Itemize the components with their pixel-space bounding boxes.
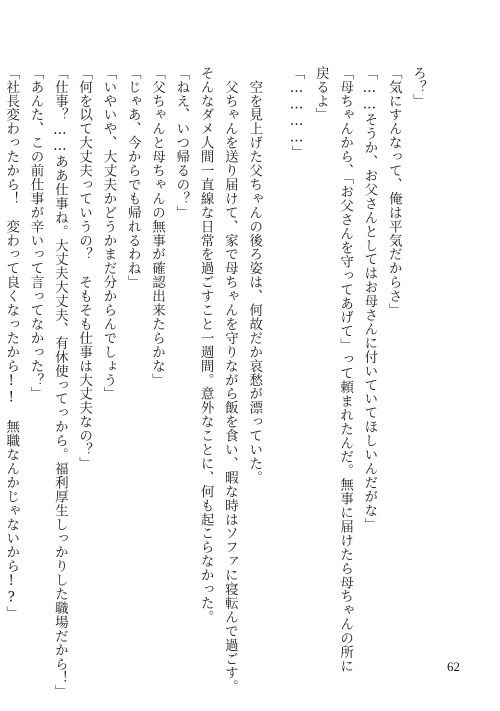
text-line: 空を見上げた父ちゃんの後ろ姿は、何故だか哀愁が漂っていた。 [246, 66, 263, 485]
text-line: 「ねえ、いつ帰るの？」 [173, 66, 190, 220]
text-line: 戻るよ」 [312, 66, 329, 122]
text-line: 「気にすんなって、俺は平気だからさ」 [385, 66, 402, 318]
text-line: 「じゃあ、今からでも帰れるわね」 [124, 66, 141, 290]
page-number: 62 [447, 659, 460, 674]
text-line: 「母ちゃんから、「お父さんを守ってあげて」って頼まれたんだ。無事に届けたら母ちゃんの所に [337, 66, 354, 674]
text-line: 「父ちゃんと母ちゃんの無事が確認出来たらかな」 [149, 66, 166, 387]
text-line: 「仕事？……ああ仕事ね。大丈夫大丈夫、有休使ってっから。福利厚生しっかりした職場だから！」 [51, 66, 68, 699]
text-line: 「社長変わったから！ 変わって良くなったから!! 無職なんかじゃないから!?」 [3, 66, 20, 621]
text-line: 「いやいや、大丈夫かどうかまだ分からんでしょう」 [100, 66, 117, 401]
text-line: そんなダメ人間一直線な日常を過ごすこと一週間。意外なことに、何も起こらなかった。 [197, 66, 214, 624]
text-line: 父ちゃんを送り届けて、家で母ちゃんを守りながら飯を食い、暇な時はソファに寝転んで過ごす。 [221, 66, 238, 694]
text-line: 「…………」 [288, 66, 305, 160]
text-line: 「何を以て大丈夫っていうの？ そもそも仕事は大丈夫なの？」 [76, 66, 93, 471]
text-line: ろ？」 [410, 66, 426, 108]
text-line: 「あんた、この前仕事が辛いって言ってなかった？」 [27, 66, 44, 401]
text-line: 「……そうか、お父さんとしてはお母さんに付いていてほしいんだがな」 [361, 66, 378, 532]
vertical-text-body [3, 66, 430, 699]
